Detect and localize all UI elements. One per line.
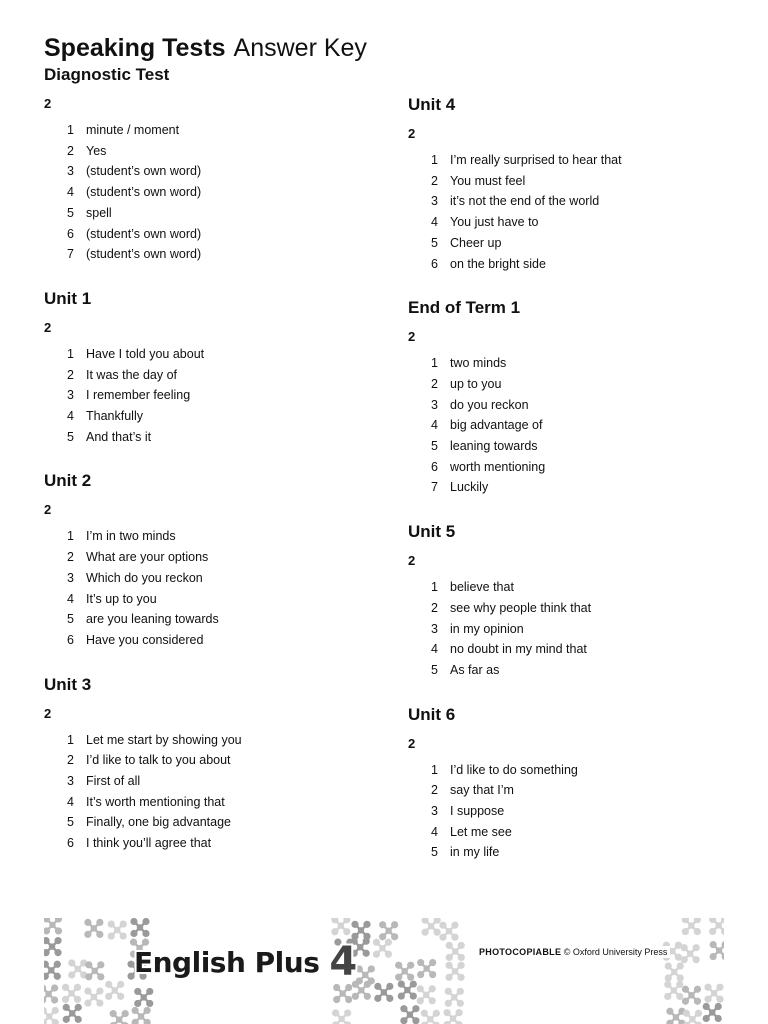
item-text: I think you’ll agree that — [86, 836, 212, 851]
list-item — [44, 526, 374, 547]
list-item — [408, 233, 738, 254]
list-item — [44, 182, 374, 203]
question-number: 2 — [44, 96, 52, 111]
pattern-motif — [62, 984, 81, 1003]
item-number: 4 — [431, 418, 438, 433]
item-number: 1 — [67, 529, 74, 544]
item-number: 5 — [67, 612, 74, 627]
item-text: Thankfully — [86, 409, 143, 424]
item-number: 5 — [67, 429, 74, 444]
section-heading: Unit 2 — [44, 471, 92, 491]
item-number: 3 — [431, 804, 438, 819]
pattern-motif — [374, 983, 393, 1002]
item-text: see why people think that — [450, 600, 592, 615]
item-number: 4 — [67, 591, 74, 606]
list-item — [44, 568, 374, 589]
item-number: 4 — [67, 185, 74, 200]
list-item — [408, 577, 738, 598]
pattern-motif — [682, 986, 701, 1005]
item-number: 5 — [431, 439, 438, 454]
item-number: 3 — [67, 774, 74, 789]
list-item — [408, 191, 738, 212]
section-heading: Unit 3 — [44, 674, 92, 694]
list-item — [408, 598, 738, 619]
pattern-motif — [417, 985, 436, 1004]
item-number: 5 — [67, 205, 74, 220]
list-item — [44, 630, 374, 651]
item-number: 4 — [67, 409, 74, 424]
section-unit-1 — [44, 288, 374, 448]
list-item — [408, 374, 738, 395]
item-number: 1 — [431, 762, 438, 777]
section-heading: Unit 4 — [408, 95, 456, 114]
list-item — [44, 812, 374, 833]
item-number: 2 — [67, 753, 74, 768]
list-item — [408, 822, 738, 843]
item-text: are you leaning towards — [86, 612, 219, 627]
item-text: Cheer up — [450, 235, 502, 250]
answer-list — [44, 526, 374, 650]
item-text: it’s not the end of the world — [450, 194, 600, 209]
section-unit-6 — [408, 704, 738, 864]
item-text: minute / moment — [86, 123, 180, 137]
item-number: 2 — [67, 143, 74, 158]
item-number: 3 — [431, 194, 438, 209]
pattern-motif — [44, 937, 62, 956]
list-item — [408, 436, 738, 457]
list-item — [408, 395, 738, 416]
question-number: 2 — [408, 735, 416, 751]
item-number: 4 — [431, 824, 438, 839]
pattern-motif — [44, 1007, 59, 1024]
list-item — [408, 171, 738, 192]
item-text: It’s worth mentioning that — [86, 794, 225, 809]
item-text: say that I’m — [450, 783, 514, 798]
item-number: 3 — [67, 164, 74, 179]
item-number: 6 — [67, 836, 74, 851]
list-item — [44, 833, 374, 854]
item-number: 1 — [431, 153, 438, 167]
item-number: 6 — [67, 226, 74, 241]
pattern-motif — [130, 918, 149, 937]
pattern-motif — [44, 918, 62, 935]
item-number: 2 — [67, 367, 74, 382]
answer-list — [44, 730, 374, 854]
item-number: 5 — [67, 815, 74, 830]
page-title — [44, 32, 367, 64]
list-item — [408, 477, 738, 498]
item-text: spell — [86, 205, 112, 220]
pattern-motif — [445, 962, 464, 981]
item-text: up to you — [450, 376, 502, 391]
list-item — [408, 212, 738, 233]
list-item — [408, 254, 738, 275]
pattern-motif — [709, 918, 724, 935]
list-item — [408, 780, 738, 801]
pattern-motif — [332, 1009, 351, 1024]
item-text: (student’s own word) — [86, 185, 202, 200]
answer-list — [408, 577, 738, 681]
item-text: I suppose — [450, 804, 505, 819]
list-item — [408, 760, 738, 781]
list-item — [44, 385, 374, 406]
item-number: 5 — [431, 235, 438, 250]
item-number: 2 — [431, 600, 438, 615]
pattern-motif — [333, 984, 352, 1003]
pattern-motif — [445, 988, 464, 1007]
item-text: (student’s own word) — [86, 247, 202, 262]
item-text: in my opinion — [450, 621, 524, 636]
item-text: You just have to — [450, 215, 539, 230]
copyright-line — [476, 946, 670, 958]
list-item — [44, 547, 374, 568]
item-text: I’d like to do something — [450, 762, 578, 777]
item-text: worth mentioning — [450, 459, 546, 474]
list-item — [44, 792, 374, 813]
list-item — [44, 589, 374, 610]
section-heading: Unit 5 — [408, 522, 456, 542]
list-item — [44, 771, 374, 792]
list-item — [44, 141, 374, 162]
item-text: Finally, one big advantage — [86, 815, 232, 830]
question-number: 2 — [408, 126, 416, 141]
item-number: 6 — [431, 256, 438, 271]
english-plus-logo — [134, 940, 357, 984]
item-number: 1 — [67, 123, 74, 137]
pattern-motif — [84, 919, 103, 938]
pattern-motif — [398, 980, 417, 999]
item-number: 4 — [431, 215, 438, 230]
answer-list — [44, 344, 374, 448]
item-number: 5 — [431, 845, 438, 860]
item-number: 1 — [431, 580, 438, 595]
list-item — [44, 203, 374, 224]
item-text: Have I told you about — [86, 346, 205, 361]
pattern-motif — [105, 981, 124, 1000]
section-unit-4 — [408, 94, 738, 274]
list-item — [44, 120, 374, 141]
item-number: 3 — [67, 570, 74, 585]
section-heading: Unit 1 — [44, 288, 92, 308]
item-number: 1 — [431, 356, 438, 371]
item-number: 1 — [67, 346, 74, 361]
pattern-motif — [331, 918, 350, 935]
item-number: 2 — [67, 550, 74, 565]
answer-list — [408, 760, 738, 864]
item-text: Luckily — [450, 480, 489, 495]
item-text: I’m really surprised to hear that — [450, 153, 622, 167]
section-end-of-term-1 — [408, 297, 738, 498]
question-number: 2 — [44, 502, 52, 518]
section-diagnostic-test — [44, 64, 374, 265]
item-text: I’m in two minds — [86, 529, 176, 544]
pattern-motif — [134, 988, 153, 1007]
footer — [44, 918, 724, 1024]
pattern-motif — [422, 918, 441, 936]
pattern-motif — [446, 942, 465, 961]
list-item — [44, 406, 374, 427]
question-number: 2 — [44, 319, 52, 335]
list-item — [44, 244, 374, 265]
section-heading: Diagnostic Test — [44, 65, 170, 84]
item-text: on the bright side — [450, 256, 546, 271]
pattern-motif — [682, 918, 701, 935]
pattern-motif — [443, 1009, 462, 1024]
list-item — [408, 457, 738, 478]
list-item — [44, 750, 374, 771]
section-unit-2 — [44, 470, 374, 650]
question-number: 2 — [408, 553, 416, 569]
title-bold: Speaking Tests — [44, 34, 226, 62]
pattern-motif — [44, 984, 58, 1003]
item-number: 3 — [431, 621, 438, 636]
item-number: 4 — [67, 794, 74, 809]
pattern-motif — [664, 981, 683, 1000]
item-text: do you reckon — [450, 397, 529, 412]
question-number: 2 — [44, 705, 52, 721]
list-item — [44, 427, 374, 448]
item-text: Which do you reckon — [86, 570, 203, 585]
list-item — [408, 842, 738, 863]
list-item — [408, 619, 738, 640]
right-column — [408, 64, 738, 863]
list-item — [44, 730, 374, 751]
pattern-motif — [84, 987, 103, 1006]
pattern-motif — [421, 1010, 440, 1024]
list-item — [408, 660, 738, 681]
item-text: big advantage of — [450, 418, 543, 433]
pattern-motif — [44, 961, 61, 980]
section-unit-3 — [44, 674, 374, 854]
pattern-motif — [379, 921, 398, 940]
pattern-motif — [395, 962, 414, 981]
item-text: (student’s own word) — [86, 164, 202, 179]
item-text: leaning towards — [450, 439, 538, 454]
pattern-motif — [439, 922, 458, 941]
photocopiable-label: PHOTOCOPIABLE — [479, 947, 562, 957]
list-item — [44, 224, 374, 245]
logo-number: 4 — [329, 939, 358, 985]
item-text: It’s up to you — [86, 591, 157, 606]
pattern-motif — [373, 939, 392, 958]
item-text: Let me start by showing you — [86, 732, 242, 747]
left-column — [44, 64, 374, 854]
item-text: believe that — [450, 580, 514, 595]
item-text: I’d like to talk to you about — [86, 753, 231, 768]
item-text: in my life — [450, 845, 500, 860]
page-header — [44, 32, 367, 64]
logo-text: English Plus — [134, 945, 320, 979]
section-heading: End of Term 1 — [408, 298, 521, 318]
item-text: As far as — [450, 662, 500, 677]
section-heading: Unit 6 — [408, 704, 456, 724]
list-item — [408, 353, 738, 374]
item-number: 7 — [67, 247, 74, 262]
item-text: no doubt in my mind that — [450, 642, 587, 657]
item-text: You must feel — [450, 173, 526, 188]
item-number: 5 — [431, 662, 438, 677]
copyright-text: © Oxford University Press — [563, 947, 668, 957]
answer-list — [408, 353, 738, 498]
pattern-motif — [132, 1007, 151, 1024]
list-item — [408, 150, 738, 171]
item-text: Have you considered — [86, 632, 204, 647]
item-number: 2 — [431, 783, 438, 798]
pattern-motif — [666, 1008, 685, 1024]
list-item — [44, 161, 374, 182]
item-number: 3 — [431, 397, 438, 412]
pattern-motif — [710, 941, 724, 960]
question-number: 2 — [408, 329, 416, 345]
item-text: Yes — [86, 143, 107, 158]
pattern-motif — [110, 1010, 129, 1024]
pattern-motif — [417, 959, 436, 978]
item-text: two minds — [450, 356, 507, 371]
pattern-motif — [400, 1005, 419, 1024]
list-item — [44, 365, 374, 386]
title-rest: Answer Key — [233, 34, 367, 62]
pattern-motif — [703, 1003, 722, 1022]
pattern-motif — [681, 944, 700, 963]
item-number: 2 — [431, 173, 438, 188]
answer-list — [408, 150, 738, 274]
item-text: What are your options — [86, 550, 209, 565]
item-number: 6 — [67, 632, 74, 647]
item-number: 7 — [431, 480, 438, 495]
item-number: 4 — [431, 642, 438, 657]
pattern-motif — [108, 920, 127, 939]
pattern-motif — [85, 961, 104, 980]
pattern-motif — [351, 921, 370, 940]
item-number: 1 — [67, 732, 74, 747]
pattern-motif — [665, 962, 684, 981]
item-text: Let me see — [450, 824, 512, 839]
list-item — [408, 801, 738, 822]
section-unit-5 — [408, 521, 738, 681]
item-number: 6 — [431, 459, 438, 474]
answer-list — [44, 120, 374, 265]
item-text: First of all — [86, 774, 141, 789]
pattern-motif — [63, 1004, 82, 1023]
list-item — [408, 415, 738, 436]
item-text: It was the day of — [86, 367, 178, 382]
list-item — [44, 344, 374, 365]
pattern-motif — [704, 984, 723, 1003]
list-item — [44, 609, 374, 630]
item-text: And that’s it — [86, 429, 152, 444]
pattern-motif — [683, 1010, 702, 1024]
list-item — [408, 639, 738, 660]
pattern-motif — [68, 959, 87, 978]
item-number: 2 — [431, 376, 438, 391]
item-number: 3 — [67, 388, 74, 403]
item-text: (student’s own word) — [86, 226, 202, 241]
item-text: I remember feeling — [86, 388, 191, 403]
